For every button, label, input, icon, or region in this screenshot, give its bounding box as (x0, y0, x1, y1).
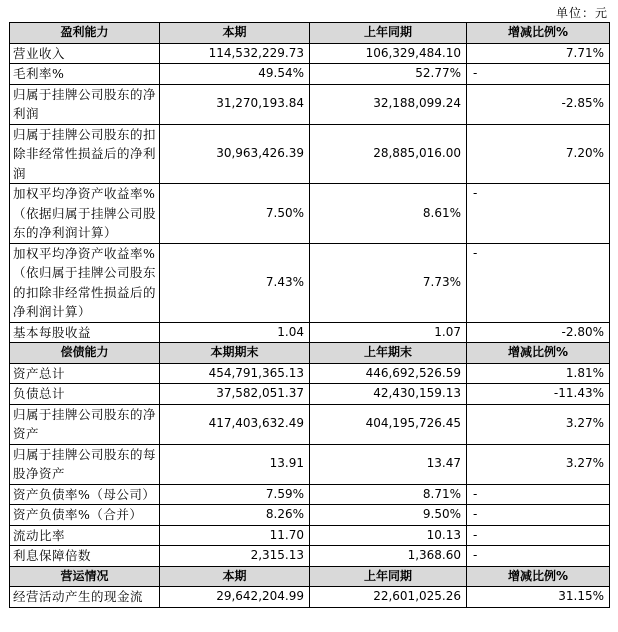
row-label: 资产负债率%（母公司） (10, 484, 160, 505)
current-value: 37,582,051.37 (160, 384, 310, 405)
change-value: -11.43% (467, 384, 610, 405)
table-row (10, 43, 610, 64)
row-label: 毛利率% (10, 64, 160, 85)
table-row (10, 384, 610, 405)
header-cell: 本期 (160, 23, 310, 44)
section-header-solvency (10, 343, 610, 364)
header-cell: 营运情况 (10, 566, 160, 587)
row-label: 归属于挂牌公司股东的净资产 (10, 404, 160, 444)
header-cell: 本期 (160, 566, 310, 587)
row-label: 加权平均净资产收益率%（依据归属于挂牌公司股东的净利润计算） (10, 184, 160, 244)
table-row (10, 84, 610, 124)
change-value: -2.80% (467, 322, 610, 343)
row-label: 流动比率 (10, 525, 160, 546)
change-value: - (467, 243, 610, 322)
table-row (10, 587, 610, 608)
table-row (10, 184, 610, 244)
change-value: - (467, 525, 610, 546)
header-cell: 增减比例% (467, 23, 610, 44)
previous-value: 7.73% (310, 243, 467, 322)
section-header-operations (10, 566, 610, 587)
previous-value: 13.47 (310, 444, 467, 484)
change-value: 3.27% (467, 444, 610, 484)
header-cell: 盈利能力 (10, 23, 160, 44)
header-cell: 本期期末 (160, 343, 310, 364)
current-value: 13.91 (160, 444, 310, 484)
previous-value: 28,885,016.00 (310, 124, 467, 184)
change-value: 3.27% (467, 404, 610, 444)
current-value: 49.54% (160, 64, 310, 85)
change-value: 1.81% (467, 363, 610, 384)
header-cell: 增减比例% (467, 343, 610, 364)
row-label: 利息保障倍数 (10, 546, 160, 567)
change-value: 7.71% (467, 43, 610, 64)
change-value: - (467, 184, 610, 244)
table-row (10, 363, 610, 384)
table-row (10, 525, 610, 546)
change-value: 7.20% (467, 124, 610, 184)
row-label: 资产总计 (10, 363, 160, 384)
table-row (10, 444, 610, 484)
row-label: 加权平均净资产收益率%（依归属于挂牌公司股东的扣除非经常性损益后的净利润计算） (10, 243, 160, 322)
financial-indicators-table (9, 22, 610, 608)
table-row (10, 322, 610, 343)
current-value: 30,963,426.39 (160, 124, 310, 184)
current-value: 7.43% (160, 243, 310, 322)
change-value: - (467, 484, 610, 505)
current-value: 454,791,365.13 (160, 363, 310, 384)
previous-value: 106,329,484.10 (310, 43, 467, 64)
previous-value: 42,430,159.13 (310, 384, 467, 405)
table-row (10, 505, 610, 526)
change-value: 31.15% (467, 587, 610, 608)
row-label: 经营活动产生的现金流 (10, 587, 160, 608)
current-value: 1.04 (160, 322, 310, 343)
current-value: 7.50% (160, 184, 310, 244)
row-label: 归属于挂牌公司股东的扣除非经常性损益后的净利润 (10, 124, 160, 184)
unit-label: 单位：元 (555, 6, 608, 20)
row-label: 资产负债率%（合并） (10, 505, 160, 526)
previous-value: 8.61% (310, 184, 467, 244)
previous-value: 404,195,726.45 (310, 404, 467, 444)
previous-value: 1.07 (310, 322, 467, 343)
row-label: 营业收入 (10, 43, 160, 64)
row-label: 负债总计 (10, 384, 160, 405)
header-cell: 上年同期 (310, 566, 467, 587)
change-value: -2.85% (467, 84, 610, 124)
current-value: 7.59% (160, 484, 310, 505)
previous-value: 32,188,099.24 (310, 84, 467, 124)
previous-value: 1,368.60 (310, 546, 467, 567)
header-cell: 增减比例% (467, 566, 610, 587)
table-row (10, 484, 610, 505)
previous-value: 52.77% (310, 64, 467, 85)
current-value: 11.70 (160, 525, 310, 546)
header-cell: 上年期末 (310, 343, 467, 364)
change-value: - (467, 64, 610, 85)
previous-value: 8.71% (310, 484, 467, 505)
change-value: - (467, 546, 610, 567)
table-row (10, 124, 610, 184)
current-value: 2,315.13 (160, 546, 310, 567)
current-value: 31,270,193.84 (160, 84, 310, 124)
table-row (10, 243, 610, 322)
previous-value: 9.50% (310, 505, 467, 526)
current-value: 417,403,632.49 (160, 404, 310, 444)
table-row (10, 64, 610, 85)
table-row (10, 404, 610, 444)
current-value: 114,532,229.73 (160, 43, 310, 64)
table-row (10, 546, 610, 567)
header-cell: 上年同期 (310, 23, 467, 44)
change-value: - (467, 505, 610, 526)
section-header-profitability (10, 23, 610, 44)
row-label: 基本每股收益 (10, 322, 160, 343)
header-cell: 偿债能力 (10, 343, 160, 364)
previous-value: 22,601,025.26 (310, 587, 467, 608)
current-value: 29,642,204.99 (160, 587, 310, 608)
row-label: 归属于挂牌公司股东的净利润 (10, 84, 160, 124)
previous-value: 10.13 (310, 525, 467, 546)
previous-value: 446,692,526.59 (310, 363, 467, 384)
current-value: 8.26% (160, 505, 310, 526)
row-label: 归属于挂牌公司股东的每股净资产 (10, 444, 160, 484)
